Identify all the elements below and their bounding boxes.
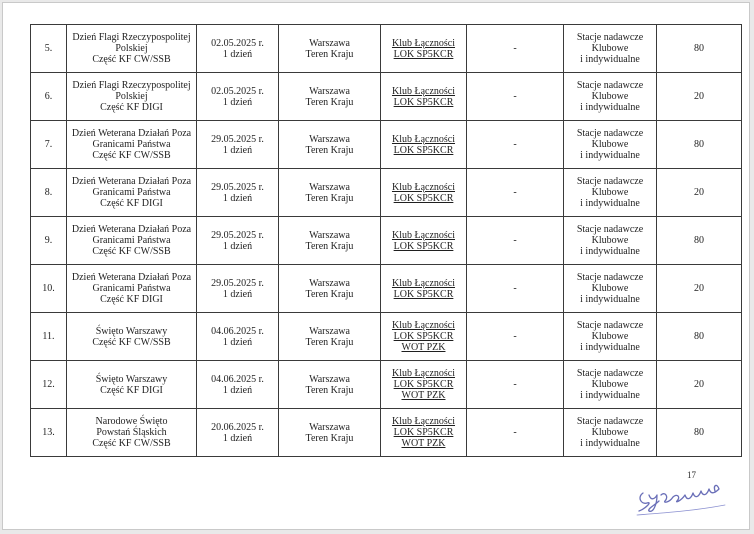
stations-cell [564, 265, 657, 313]
org-line: WOT PZK [401, 342, 446, 353]
stations-cell [564, 73, 657, 121]
org-line: Klub Łączności [391, 320, 456, 331]
stations-line: Stacje nadawcze [576, 416, 644, 427]
date-line: 1 dzień [222, 432, 253, 444]
stations-line: Klubowe [591, 283, 629, 294]
org-line: LOK SP5KCR [393, 192, 454, 204]
stations-cell [564, 169, 657, 217]
stations-line: Stacje nadawcze [576, 224, 644, 235]
participants-count-cell: 80 [657, 25, 742, 73]
date-cell [197, 313, 279, 361]
place-line: Teren Kraju [305, 288, 354, 300]
organizer-cell [381, 313, 467, 361]
org-line: LOK SP5KCR [393, 240, 454, 252]
place-line: Teren Kraju [305, 192, 354, 204]
stations-line: Stacje nadawcze [576, 176, 644, 187]
place-line: Teren Kraju [305, 48, 354, 60]
organizer-cell [381, 217, 467, 265]
place-cell [279, 361, 381, 409]
org-line: Klub Łączności [391, 181, 456, 193]
table-row [31, 73, 742, 121]
other-cell: - [467, 169, 564, 217]
org-line: LOK SP5KCR [393, 427, 454, 438]
other-cell: - [467, 73, 564, 121]
stations-line: i indywidualne [580, 342, 640, 353]
place-cell [279, 169, 381, 217]
event-line: Część KF CW/SSB [92, 246, 171, 257]
place-line: Teren Kraju [305, 96, 354, 108]
stations-line: Stacje nadawcze [576, 32, 644, 43]
event-line: Część KF DIGI [100, 384, 163, 396]
event-cell [67, 409, 197, 457]
org-line: Klub Łączności [391, 277, 456, 289]
event-line: Część KF DIGI [100, 102, 163, 113]
table-row [31, 409, 742, 457]
place-line: Warszawa [309, 373, 350, 385]
stations-line: Stacje nadawcze [576, 80, 644, 91]
org-line: LOK SP5KCR [393, 288, 454, 300]
other-cell: - [467, 313, 564, 361]
stations-line: i indywidualne [580, 294, 640, 305]
table-row [31, 361, 742, 409]
stations-line: i indywidualne [580, 150, 640, 161]
date-cell [197, 121, 279, 169]
participants-count-cell: 20 [657, 265, 742, 313]
date-line: 02.05.2025 r. [211, 37, 264, 49]
date-line: 1 dzień [222, 240, 253, 252]
stations-line: Klubowe [591, 43, 629, 54]
row-number-cell: 10. [31, 265, 67, 313]
other-cell: - [467, 25, 564, 73]
event-line: Święto Warszawy [95, 373, 168, 385]
events-table-body [31, 25, 742, 457]
org-line: WOT PZK [401, 390, 446, 401]
place-cell [279, 121, 381, 169]
event-line: Część KF DIGI [100, 198, 163, 209]
org-line: Klub Łączności [391, 368, 456, 379]
organizer-cell [381, 25, 467, 73]
date-line: 04.06.2025 r. [211, 373, 264, 385]
org-line: LOK SP5KCR [393, 48, 454, 60]
event-line: Część KF CW/SSB [92, 336, 171, 348]
place-line: Warszawa [309, 85, 350, 97]
row-number-cell: 12. [31, 361, 67, 409]
participants-count-cell: 20 [657, 73, 742, 121]
date-cell [197, 361, 279, 409]
date-cell [197, 265, 279, 313]
document-page [2, 2, 750, 530]
place-cell [279, 409, 381, 457]
place-line: Teren Kraju [305, 240, 354, 252]
date-line: 1 dzień [222, 288, 253, 300]
stations-line: i indywidualne [580, 390, 640, 401]
date-line: 1 dzień [222, 144, 253, 156]
event-line: Granicami Państwa [92, 139, 171, 150]
events-table [30, 24, 742, 457]
organizer-cell [381, 169, 467, 217]
date-line: 29.05.2025 r. [211, 133, 264, 145]
place-line: Warszawa [309, 181, 350, 193]
row-number-cell: 11. [31, 313, 67, 361]
stations-line: Stacje nadawcze [576, 368, 644, 379]
stations-cell [564, 409, 657, 457]
org-line: LOK SP5KCR [393, 144, 454, 156]
table-row [31, 313, 742, 361]
stations-cell [564, 25, 657, 73]
stations-line: i indywidualne [580, 246, 640, 257]
date-line: 1 dzień [222, 336, 253, 348]
participants-count-cell: 80 [657, 121, 742, 169]
stations-line: Stacje nadawcze [576, 128, 644, 139]
place-line: Warszawa [309, 277, 350, 289]
place-line: Teren Kraju [305, 144, 354, 156]
event-line: Dzień Weterana Działań Poza [71, 176, 192, 187]
stations-line: i indywidualne [580, 102, 640, 113]
place-cell [279, 217, 381, 265]
event-line: Granicami Państwa [92, 187, 171, 198]
event-cell [67, 169, 197, 217]
date-cell [197, 73, 279, 121]
stations-line: Klubowe [591, 379, 629, 390]
stations-cell [564, 361, 657, 409]
place-line: Teren Kraju [305, 384, 354, 396]
date-line: 20.06.2025 r. [211, 421, 264, 433]
table-row [31, 121, 742, 169]
table-row [31, 25, 742, 73]
place-line: Warszawa [309, 421, 350, 433]
event-line: Granicami Państwa [92, 283, 171, 294]
stations-cell [564, 313, 657, 361]
date-line: 1 dzień [222, 48, 253, 60]
event-cell [67, 121, 197, 169]
row-number-cell: 9. [31, 217, 67, 265]
organizer-cell [381, 361, 467, 409]
stations-line: Klubowe [591, 427, 629, 438]
date-line: 1 dzień [222, 96, 253, 108]
participants-count-cell: 80 [657, 313, 742, 361]
organizer-cell [381, 121, 467, 169]
stations-line: Klubowe [591, 331, 629, 342]
place-line: Warszawa [309, 133, 350, 145]
event-line: Narodowe Święto [95, 416, 168, 427]
org-line: Klub Łączności [391, 85, 456, 97]
participants-count-cell: 20 [657, 169, 742, 217]
participants-count-cell: 20 [657, 361, 742, 409]
place-cell [279, 73, 381, 121]
table-row [31, 217, 742, 265]
stations-line: Stacje nadawcze [576, 320, 644, 331]
organizer-cell [381, 265, 467, 313]
other-cell: - [467, 361, 564, 409]
other-cell: - [467, 409, 564, 457]
stations-line: Klubowe [591, 187, 629, 198]
event-line: Polskiej [115, 43, 148, 54]
org-line: Klub Łączności [391, 133, 456, 145]
place-cell [279, 25, 381, 73]
row-number-cell: 6. [31, 73, 67, 121]
org-line: LOK SP5KCR [393, 96, 454, 108]
place-cell [279, 313, 381, 361]
row-number-cell: 8. [31, 169, 67, 217]
event-line: Część KF DIGI [100, 294, 163, 305]
other-cell: - [467, 217, 564, 265]
organizer-cell [381, 409, 467, 457]
place-line: Warszawa [309, 37, 350, 49]
other-cell: - [467, 121, 564, 169]
stations-line: Klubowe [591, 91, 629, 102]
event-line: Polskiej [115, 91, 148, 102]
date-cell [197, 409, 279, 457]
org-line: Klub Łączności [391, 37, 456, 49]
date-cell [197, 217, 279, 265]
event-line: Dzień Flagi Rzeczypospolitej [72, 32, 191, 43]
org-line: LOK SP5KCR [393, 331, 454, 342]
event-line: Granicami Państwa [92, 235, 171, 246]
participants-count-cell: 80 [657, 217, 742, 265]
table-row [31, 169, 742, 217]
org-line: Klub Łączności [391, 229, 456, 241]
place-cell [279, 265, 381, 313]
event-cell [67, 313, 197, 361]
date-line: 29.05.2025 r. [211, 181, 264, 193]
stations-cell [564, 121, 657, 169]
participants-count-cell: 80 [657, 409, 742, 457]
org-line: LOK SP5KCR [393, 379, 454, 390]
org-line: Klub Łączności [391, 416, 456, 427]
date-line: 04.06.2025 r. [211, 325, 264, 337]
stations-line: i indywidualne [580, 438, 640, 449]
date-cell [197, 25, 279, 73]
signature-icon [633, 475, 729, 517]
stations-line: Stacje nadawcze [576, 272, 644, 283]
date-line: 1 dzień [222, 192, 253, 204]
event-line: Dzień Weterana Działań Poza [71, 224, 192, 235]
date-cell [197, 169, 279, 217]
event-line: Część KF CW/SSB [92, 150, 171, 161]
event-line: Część KF CW/SSB [92, 54, 171, 65]
place-line: Teren Kraju [305, 336, 354, 348]
event-cell [67, 265, 197, 313]
date-line: 29.05.2025 r. [211, 229, 264, 241]
table-row [31, 265, 742, 313]
event-line: Powstań Śląskich [96, 427, 167, 438]
event-line: Święto Warszawy [95, 325, 168, 337]
stations-line: i indywidualne [580, 54, 640, 65]
event-line: Część KF CW/SSB [92, 438, 171, 449]
event-line: Dzień Weterana Działań Poza [71, 272, 192, 283]
date-line: 29.05.2025 r. [211, 277, 264, 289]
event-cell [67, 217, 197, 265]
row-number-cell: 13. [31, 409, 67, 457]
event-line: Dzień Weterana Działań Poza [71, 128, 192, 139]
event-cell [67, 73, 197, 121]
date-line: 1 dzień [222, 384, 253, 396]
other-cell: - [467, 265, 564, 313]
stations-line: Klubowe [591, 139, 629, 150]
row-number-cell: 7. [31, 121, 67, 169]
page-number: 17 [687, 470, 696, 480]
org-line: WOT PZK [401, 438, 446, 449]
stations-line: i indywidualne [580, 198, 640, 209]
event-cell [67, 25, 197, 73]
stations-cell [564, 217, 657, 265]
event-line: Dzień Flagi Rzeczypospolitej [72, 80, 191, 91]
row-number-cell: 5. [31, 25, 67, 73]
place-line: Warszawa [309, 229, 350, 241]
place-line: Warszawa [309, 325, 350, 337]
place-line: Teren Kraju [305, 432, 354, 444]
organizer-cell [381, 73, 467, 121]
stations-line: Klubowe [591, 235, 629, 246]
date-line: 02.05.2025 r. [211, 85, 264, 97]
event-cell [67, 361, 197, 409]
